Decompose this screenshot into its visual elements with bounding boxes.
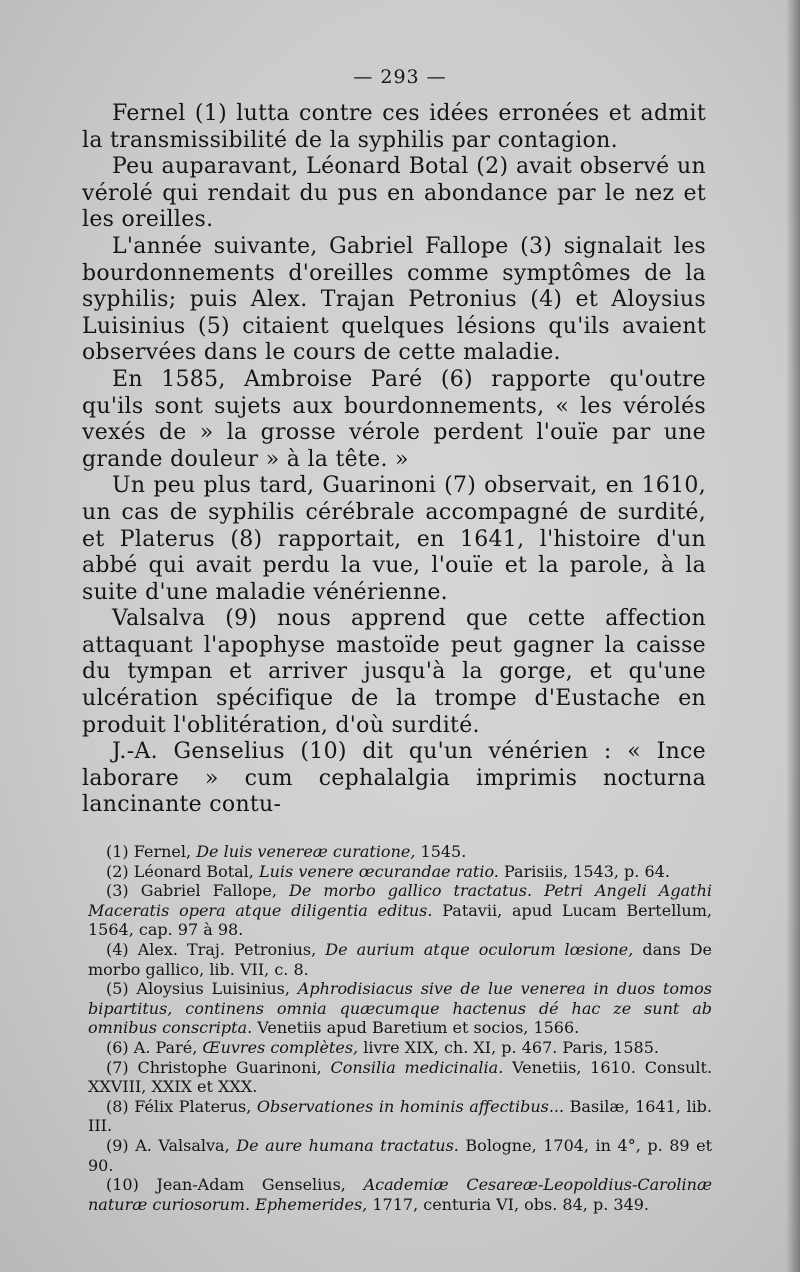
- footnote-author: Christophe Guarinoni,: [137, 1057, 322, 1077]
- footnote-details: Venetiis, 1610. Consult. XXVIII, XXIX et XXX.: [88, 1057, 713, 1097]
- footnote: [88, 940, 712, 979]
- footnote-details: Basilæ, 1641, lib. III.: [88, 1096, 713, 1136]
- page-number: — 293 —: [353, 66, 447, 88]
- paragraph: J.-A. Genselius (10) dit qu'un vénérien : « Ince laborare » cum cephalalgia imprimis nocturna lancinante contu-: [82, 739, 706, 818]
- footnote-title: Consilia medicinalia.: [330, 1057, 504, 1077]
- footnote-title: De aurium atque oculorum lœsione,: [325, 939, 634, 959]
- paragraph: Un peu plus tard, Guarinoni (7) observait, en 1610, un cas de syphilis cérébrale accompagné de surdité, et Platerus (8) rapportait, en 1641, l'histoire d'un abbé qui avait perdu la vue, l'ouïe et la parole, à la suite d'une maladie vénérienne.: [82, 473, 706, 605]
- footnote-author: A. Paré,: [133, 1037, 198, 1057]
- footnote-title: De morbo gallico tractatus. Petri Angeli Agathi Maceratis opera atque diligentia editus.: [88, 881, 712, 920]
- footnote: [88, 1136, 712, 1175]
- footnote-details: dans De morbo gallico, lib. VII, c. 8.: [88, 939, 712, 979]
- paragraph: Fernel (1) lutta contre ces idées erronées et admit la transmissibilité de la syphilis par contagion.: [82, 101, 706, 153]
- footnote: [88, 1058, 712, 1097]
- footnote: [88, 842, 712, 862]
- footnote-number: (1): [106, 842, 129, 861]
- page-edge-shadow: [786, 0, 800, 1272]
- footnote-title: Aphrodisiacus sive de lue venerea in duos tomos bipartitus, continens omnia quæcumque hactenus dé hac ze sunt ab omnibus conscripta.: [88, 979, 713, 1038]
- footnote-title: Academiæ Cesareæ-Leopoldius-Carolinæ naturæ curiosorum. Ephemerides,: [88, 1175, 713, 1214]
- footnote-number: (7): [106, 1057, 129, 1077]
- footnote-title: Luis venere œcurandae ratio.: [258, 861, 499, 881]
- footnote-number: (3): [106, 881, 129, 901]
- footnote-number: (2): [106, 861, 129, 881]
- footnote-details: 1545.: [420, 842, 467, 861]
- paragraph: Valsalva (9) nous apprend que cette affection attaquant l'apophyse mastoïde peut gagner la caisse du tympan et arriver jusqu'à la gorge, et qu'une ulcération spécifique de la trompe d'Eustache en produit l'oblitération, d'où surdité.: [82, 606, 706, 738]
- footnote-title: Observationes in hominis affectibus...: [256, 1096, 565, 1116]
- footnote-details: Bologne, 1704, in 4°, p. 89 et 90.: [88, 1135, 712, 1175]
- footnote-author: Léonard Botal,: [133, 861, 254, 881]
- footnote-title: De aure humana tractatus.: [236, 1135, 459, 1155]
- footnote-details: Venetiis apud Baretium et socios, 1566.: [257, 1018, 580, 1038]
- footnote-author: Fernel,: [133, 842, 192, 861]
- main-text: [82, 101, 706, 819]
- footnote-details: Patavii, apud Lucam Bertellum, 1564, cap. 97 à 98.: [88, 900, 712, 940]
- footnote-number: (10): [106, 1175, 139, 1195]
- footnote-author: Jean-Adam Genselius,: [156, 1175, 346, 1195]
- paragraph: En 1585, Ambroise Paré (6) rapporte qu'outre qu'ils sont sujets aux bourdonnements, « les vérolés vexés de » la grosse vérole perdent l'ouïe par une grande douleur » à la tête. »: [82, 366, 706, 472]
- footnote-number: (9): [106, 1135, 129, 1155]
- footnote-details: 1717, centuria VI, obs. 84, p. 349.: [372, 1194, 649, 1214]
- footnote: [88, 881, 712, 940]
- footnote-title: Œuvres complètes,: [202, 1037, 359, 1057]
- footnote: [88, 1175, 712, 1214]
- footnote-details: Parisiis, 1543, p. 64.: [503, 861, 670, 881]
- footnote-details: livre XIX, ch. XI, p. 467. Paris, 1585.: [363, 1037, 659, 1057]
- footnote-number: (5): [106, 979, 129, 999]
- footnote-author: Gabriel Fallope,: [140, 881, 277, 901]
- footnote-author: Félix Platerus,: [134, 1096, 252, 1116]
- footnote: [88, 979, 712, 1038]
- footnotes: [88, 842, 712, 1214]
- footnote-number: (4): [106, 939, 129, 959]
- footnote-author: A. Valsalva,: [135, 1135, 230, 1155]
- paragraph: L'année suivante, Gabriel Fallope (3) signalait les bourdonnements d'oreilles comme symptômes de la syphilis; puis Alex. Trajan Petronius (4) et Aloysius Luisinius (5) citaient quelques lésions qu'ils avaient observées dans le cours de cette maladie.: [82, 233, 706, 366]
- footnote: [88, 862, 712, 882]
- paragraph: Peu auparavant, Léonard Botal (2) avait observé un vérolé qui rendait du pus en abondance par le nez et les oreilles.: [82, 154, 706, 233]
- footnote: [88, 1097, 712, 1136]
- footnote-author: Aloysius Luisinius,: [136, 979, 290, 999]
- footnote-number: (8): [106, 1096, 129, 1116]
- footnote-number: (6): [106, 1037, 129, 1057]
- footnote: [88, 1038, 712, 1058]
- footnote-title: De luis venereæ curatione,: [196, 842, 416, 861]
- footnote-author: Alex. Traj. Petronius,: [137, 939, 317, 959]
